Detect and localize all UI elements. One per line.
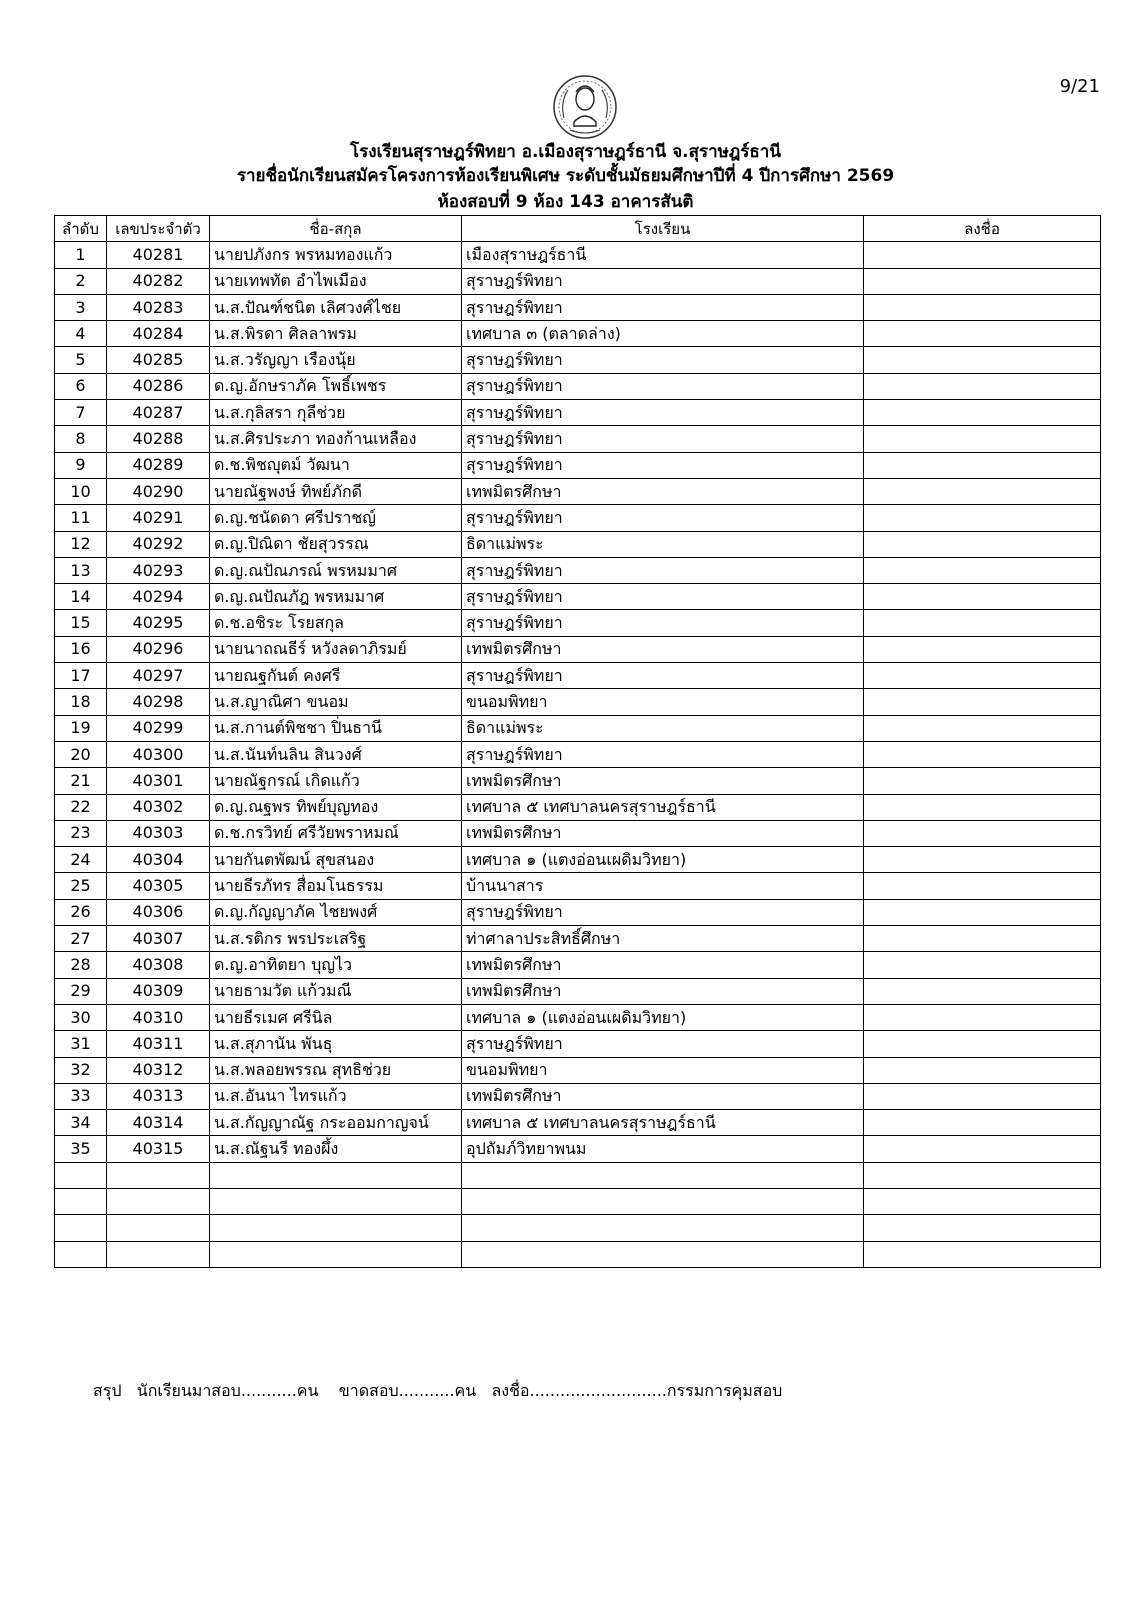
signature-cell [864,636,1101,662]
school-cell: สุราษฎร์พิทยา [462,452,864,478]
student-name-cell: ด.ญ.อาทิตยา บุญไว [210,952,462,978]
student-id-cell: 40283 [107,294,210,320]
signature-cell [864,268,1101,294]
student-name-cell: น.ส.พิรดา ศิลลาพรม [210,321,462,347]
signature-cell [864,373,1101,399]
signature-cell [864,505,1101,531]
column-header-school: โรงเรียน [462,216,864,242]
table-row [55,899,1101,925]
student-id-cell: 40300 [107,741,210,767]
table-row [55,268,1101,294]
table-row [55,978,1101,1004]
student-name-cell: ด.ญ.ณปัณภรณ์ พรหมมาศ [210,557,462,583]
order-cell: 12 [55,531,107,557]
table-row [55,794,1101,820]
school-cell [462,1215,864,1241]
student-id-cell: 40293 [107,557,210,583]
signature-cell [864,321,1101,347]
order-cell [55,1241,107,1267]
column-header-order: ลำดับ [55,216,107,242]
table-row [55,663,1101,689]
student-id-cell: 40301 [107,768,210,794]
school-cell: เทพมิตรศึกษา [462,978,864,1004]
table-row [55,1215,1101,1241]
table-row [55,557,1101,583]
school-cell: สุราษฎร์พิทยา [462,294,864,320]
student-name-cell: น.ส.สุภานัน พันธุ [210,1031,462,1057]
signature-cell [864,1004,1101,1030]
student-name-cell: น.ส.กานต์พิชชา ปิ่นธานี [210,715,462,741]
table-header-row [55,216,1101,242]
school-cell: เทพมิตรศึกษา [462,1083,864,1109]
student-id-cell: 40291 [107,505,210,531]
signature-cell [864,584,1101,610]
student-id-cell: 40305 [107,873,210,899]
signature-cell [864,847,1101,873]
signature-cell [864,294,1101,320]
student-name-cell: นายธีรเมศ ศรีนิล [210,1004,462,1030]
student-id-cell [107,1188,210,1214]
list-title: รายชื่อนักเรียนสมัครโครงการห้องเรียนพิเศษ ระดับชั้นมัธยมศึกษาปีที่ 4 ปีการศึกษา 2569 [236,166,895,186]
student-id-cell: 40288 [107,426,210,452]
student-name-cell: น.ส.รติกร พรประเสริฐ [210,926,462,952]
student-id-cell: 40284 [107,321,210,347]
school-cell [462,1241,864,1267]
table-row [55,689,1101,715]
school-cell: ขนอมพิทยา [462,689,864,715]
order-cell: 29 [55,978,107,1004]
order-cell [55,1215,107,1241]
table-row [55,820,1101,846]
signature-cell [864,1215,1101,1241]
student-name-cell: นายนาถณธีร์ หวังลดาภิรมย์ [210,636,462,662]
student-name-cell: ด.ช.อชิระ โรยสกุล [210,610,462,636]
student-name-cell [210,1188,462,1214]
table-row [55,478,1101,504]
order-cell: 3 [55,294,107,320]
table-row [55,610,1101,636]
student-name-cell: นายปภังกร พรหมทองแก้ว [210,242,462,268]
student-name-cell [210,1241,462,1267]
signature-cell [864,873,1101,899]
order-cell: 10 [55,478,107,504]
order-cell: 27 [55,926,107,952]
table-row [55,952,1101,978]
column-header-name: ชื่อ-สกุล [210,216,462,242]
signature-cell [864,1188,1101,1214]
table-row [55,1136,1101,1162]
order-cell: 34 [55,1110,107,1136]
signature-cell [864,715,1101,741]
signature-cell [864,1136,1101,1162]
table-row [55,873,1101,899]
order-cell: 5 [55,347,107,373]
student-id-cell: 40296 [107,636,210,662]
signature-cell [864,1083,1101,1109]
school-cell: เทศบาล ๕ เทศบาลนครสุราษฎร์ธานี [462,794,864,820]
table-row [55,768,1101,794]
table-row [55,400,1101,426]
school-cell: สุราษฎร์พิทยา [462,426,864,452]
order-cell: 13 [55,557,107,583]
signature-cell [864,663,1101,689]
student-name-cell: น.ส.ปัณฑ์ชนิต เลิศวงศ์ไชย [210,294,462,320]
student-name-cell: ด.ญ.ชนัดดา ศรีปราชญ์ [210,505,462,531]
order-cell: 11 [55,505,107,531]
school-cell: สุราษฎร์พิทยา [462,557,864,583]
order-cell: 7 [55,400,107,426]
table-row [55,505,1101,531]
table-row [55,373,1101,399]
school-cell: เทพมิตรศึกษา [462,768,864,794]
signature-cell [864,978,1101,1004]
student-id-cell: 40307 [107,926,210,952]
column-header-student-id: เลขประจำตัว [107,216,210,242]
order-cell: 25 [55,873,107,899]
signature-cell [864,452,1101,478]
order-cell: 20 [55,741,107,767]
table-row [55,1110,1101,1136]
student-name-cell: น.ส.ญาณิศา ขนอม [210,689,462,715]
signature-cell [864,1110,1101,1136]
order-cell: 28 [55,952,107,978]
student-id-cell: 40294 [107,584,210,610]
school-cell: สุราษฎร์พิทยา [462,1031,864,1057]
student-name-cell: นายณัฐกรณ์ เกิดแก้ว [210,768,462,794]
school-cell: อุปถัมภ์วิทยาพนม [462,1136,864,1162]
signature-cell [864,689,1101,715]
school-cell: เทศบาล ๑ (แตงอ่อนเผดิมวิทยา) [462,847,864,873]
school-cell: สุราษฎร์พิทยา [462,373,864,399]
student-id-cell: 40309 [107,978,210,1004]
table-row [55,1004,1101,1030]
school-cell: สุราษฎร์พิทยา [462,347,864,373]
exam-room-title: ห้องสอบที่ 9 ห้อง 143 อาคารสันติ [437,192,694,212]
column-header-signature: ลงชื่อ [864,216,1101,242]
signature-cell [864,1031,1101,1057]
table-row [55,1031,1101,1057]
student-name-cell: น.ส.ณัฐนรี ทองผึ้ง [210,1136,462,1162]
student-id-cell [107,1241,210,1267]
table-row [55,347,1101,373]
table-row [55,1057,1101,1083]
table-row [55,636,1101,662]
student-name-cell: นายณฐกันต์ คงศรี [210,663,462,689]
table-row [55,321,1101,347]
student-id-cell: 40314 [107,1110,210,1136]
table-row [55,715,1101,741]
school-cell [462,1162,864,1188]
student-name-cell: นายณัฐพงษ์ ทิพย์ภักดี [210,478,462,504]
signature-cell [864,820,1101,846]
school-cell: สุราษฎร์พิทยา [462,400,864,426]
student-name-cell: ด.ญ.อักษราภัค โพธิ์เพชร [210,373,462,399]
student-name-cell [210,1215,462,1241]
table-row [55,926,1101,952]
order-cell: 30 [55,1004,107,1030]
school-cell: สุราษฎร์พิทยา [462,741,864,767]
student-roster-table [54,215,1101,1268]
exam-summary-line: สรุป นักเรียนมาสอบ...........คน ขาดสอบ...........คน ลงชื่อ...........................กรรมการคุมสอบ [93,1381,783,1400]
student-name-cell: น.ส.กุลิสรา กุลีช่วย [210,400,462,426]
signature-cell [864,1241,1101,1267]
student-id-cell: 40313 [107,1083,210,1109]
school-cell: ธิดาแม่พระ [462,715,864,741]
table-row [55,1162,1101,1188]
student-id-cell: 40295 [107,610,210,636]
school-cell: ขนอมพิทยา [462,1057,864,1083]
student-name-cell: ด.ช.พิชญุตม์ วัฒนา [210,452,462,478]
student-name-cell: นายธีรภัทร สื่อมโนธรรม [210,873,462,899]
student-name-cell: ด.ญ.ปิณิดา ชัยสุวรรณ [210,531,462,557]
student-name-cell: น.ส.ศิรประภา ทองก้านเหลือง [210,426,462,452]
student-name-cell: ด.ช.กรวิทย์ ศรีวัยพราหมณ์ [210,820,462,846]
table-row [55,426,1101,452]
signature-cell [864,531,1101,557]
order-cell: 1 [55,242,107,268]
order-cell: 6 [55,373,107,399]
student-id-cell [107,1215,210,1241]
table-row [55,294,1101,320]
order-cell: 14 [55,584,107,610]
signature-cell [864,952,1101,978]
signature-cell [864,1057,1101,1083]
school-cell: เทพมิตรศึกษา [462,478,864,504]
table-row [55,1241,1101,1267]
student-id-cell: 40303 [107,820,210,846]
school-cell: เทพมิตรศึกษา [462,820,864,846]
signature-cell [864,926,1101,952]
student-id-cell: 40304 [107,847,210,873]
student-id-cell: 40290 [107,478,210,504]
student-id-cell: 40289 [107,452,210,478]
order-cell: 15 [55,610,107,636]
order-cell [55,1162,107,1188]
order-cell: 8 [55,426,107,452]
school-cell: สุราษฎร์พิทยา [462,899,864,925]
order-cell [55,1188,107,1214]
student-name-cell: น.ส.วรัญญา เรืองนุ้ย [210,347,462,373]
signature-cell [864,794,1101,820]
school-cell: สุราษฎร์พิทยา [462,663,864,689]
student-name-cell: ด.ญ.ณปัณภัฎ พรหมมาศ [210,584,462,610]
school-cell: ธิดาแม่พระ [462,531,864,557]
school-cell: สุราษฎร์พิทยา [462,584,864,610]
order-cell: 16 [55,636,107,662]
signature-cell [864,741,1101,767]
student-id-cell: 40315 [107,1136,210,1162]
school-title: โรงเรียนสุราษฎร์พิทยา อ.เมืองสุราษฎร์ธานี จ.สุราษฎร์ธานี [350,142,781,162]
order-cell: 32 [55,1057,107,1083]
order-cell: 4 [55,321,107,347]
signature-cell [864,347,1101,373]
student-name-cell: น.ส.อันนา ไทรแก้ว [210,1083,462,1109]
table-row [55,1083,1101,1109]
order-cell: 24 [55,847,107,873]
school-seal-logo [550,72,620,142]
table-row [55,242,1101,268]
school-cell: เมืองสุราษฎร์ธานี [462,242,864,268]
school-cell: เทพมิตรศึกษา [462,952,864,978]
student-id-cell: 40302 [107,794,210,820]
order-cell: 21 [55,768,107,794]
student-name-cell: ด.ญ.กัญญาภัค ไชยพงศ์ [210,899,462,925]
student-name-cell: น.ส.พลอยพรรณ สุทธิช่วย [210,1057,462,1083]
table-row [55,1188,1101,1214]
table-row [55,531,1101,557]
student-id-cell [107,1162,210,1188]
student-id-cell: 40281 [107,242,210,268]
order-cell: 35 [55,1136,107,1162]
student-name-cell: น.ส.นันท์นลิน สินวงศ์ [210,741,462,767]
signature-cell [864,400,1101,426]
school-cell: เทพมิตรศึกษา [462,636,864,662]
student-id-cell: 40285 [107,347,210,373]
signature-cell [864,899,1101,925]
student-name-cell: น.ส.กัญญาณัฐ กระออมกาญจน์ [210,1110,462,1136]
school-cell: ท่าศาลาประสิทธิ์ศึกษา [462,926,864,952]
student-id-cell: 40310 [107,1004,210,1030]
table-row [55,847,1101,873]
school-cell: เทศบาล ๑ (แตงอ่อนเผดิมวิทยา) [462,1004,864,1030]
student-name-cell: นายกันตพัฒน์ สุขสนอง [210,847,462,873]
signature-cell [864,242,1101,268]
order-cell: 18 [55,689,107,715]
order-cell: 31 [55,1031,107,1057]
order-cell: 23 [55,820,107,846]
school-cell [462,1188,864,1214]
student-id-cell: 40292 [107,531,210,557]
school-cell: สุราษฎร์พิทยา [462,610,864,636]
student-name-cell: นายธามวัต แก้วมณี [210,978,462,1004]
school-cell: เทศบาล ๕ เทศบาลนครสุราษฎร์ธานี [462,1110,864,1136]
student-id-cell: 40282 [107,268,210,294]
student-id-cell: 40297 [107,663,210,689]
order-cell: 2 [55,268,107,294]
student-id-cell: 40312 [107,1057,210,1083]
student-name-cell: นายเทพทัต อำไพเมือง [210,268,462,294]
table-row [55,584,1101,610]
student-id-cell: 40311 [107,1031,210,1057]
order-cell: 22 [55,794,107,820]
signature-cell [864,1162,1101,1188]
order-cell: 26 [55,899,107,925]
order-cell: 17 [55,663,107,689]
student-id-cell: 40306 [107,899,210,925]
school-cell: เทศบาล ๓ (ตลาดล่าง) [462,321,864,347]
order-cell: 19 [55,715,107,741]
school-cell: บ้านนาสาร [462,873,864,899]
signature-cell [864,426,1101,452]
table-row [55,741,1101,767]
school-cell: สุราษฎร์พิทยา [462,268,864,294]
student-id-cell: 40286 [107,373,210,399]
order-cell: 9 [55,452,107,478]
page-number: 9/21 [1059,76,1100,97]
signature-cell [864,768,1101,794]
signature-cell [864,557,1101,583]
signature-cell [864,478,1101,504]
order-cell: 33 [55,1083,107,1109]
student-name-cell [210,1162,462,1188]
student-id-cell: 40299 [107,715,210,741]
signature-cell [864,610,1101,636]
student-id-cell: 40298 [107,689,210,715]
student-id-cell: 40287 [107,400,210,426]
student-name-cell: ด.ญ.ณฐพร ทิพย์บุญทอง [210,794,462,820]
student-id-cell: 40308 [107,952,210,978]
table-row [55,452,1101,478]
school-cell: สุราษฎร์พิทยา [462,505,864,531]
